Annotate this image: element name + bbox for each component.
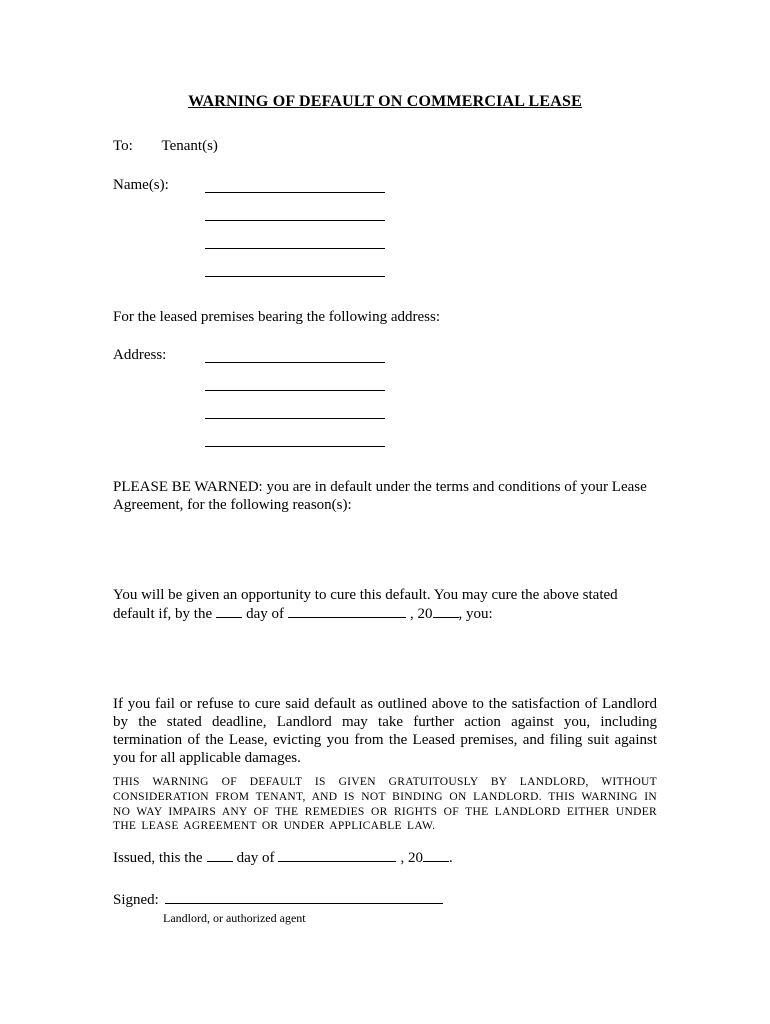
issued-text-pre: Issued, this the (113, 850, 203, 867)
cure-year-prefix: , 20 (410, 606, 433, 623)
cure-day-blank[interactable] (216, 604, 242, 618)
disclaimer-paragraph: THIS WARNING OF DEFAULT IS GIVEN GRATUITOUSLY BY LANDLORD, WITHOUT CONSIDERATION FROM TENANT, AND IS NOT BINDING ON LANDLORD. THIS WARNING IN NO WAY IMPAIRS ANY OF THE REMEDIES OR RIGHTS OF THE LANDLORD EITHER UNDER THE LEASE AGREEMENT OR UNDER APPLICABLE LAW. (113, 776, 657, 833)
to-label: To: (113, 138, 133, 155)
address-line-2[interactable] (205, 374, 385, 391)
signed-caption: Landlord, or authorized agent (163, 911, 306, 926)
cure-year-blank[interactable] (433, 604, 459, 618)
issued-text-mid: day of (236, 850, 275, 867)
warning-paragraph: PLEASE BE WARNED: you are in default under the terms and conditions of your Lease Agreement, for the following reason(s): (113, 479, 647, 514)
address-line-3[interactable] (205, 402, 385, 419)
cure-line-2 (113, 604, 657, 623)
names-block (113, 176, 657, 288)
name-lines (205, 176, 385, 288)
cure-month-blank[interactable] (288, 604, 406, 618)
to-value: Tenant(s) (161, 138, 218, 155)
address-line-4[interactable] (205, 430, 385, 447)
name-line-4[interactable] (205, 260, 385, 277)
cure-paragraph (113, 586, 657, 623)
address-label: Address: (113, 347, 167, 364)
cure-line-1: You will be given an opportunity to cure this default. You may cure the above stated (113, 587, 618, 604)
document-title: WARNING OF DEFAULT ON COMMERCIAL LEASE (188, 93, 582, 110)
signed-label: Signed: (113, 892, 159, 909)
issued-day-blank[interactable] (207, 848, 233, 862)
cure-text-suffix: , you: (458, 606, 493, 623)
name-line-2[interactable] (205, 204, 385, 221)
issued-year-blank[interactable] (423, 848, 449, 862)
signature-line[interactable] (165, 889, 443, 904)
address-block (113, 346, 657, 458)
issued-text-suffix: . (448, 850, 453, 867)
issued-month-blank[interactable] (278, 848, 396, 862)
to-row (113, 137, 657, 155)
premises-text: For the leased premises bearing the following address: (113, 309, 440, 326)
names-label: Name(s): (113, 177, 169, 194)
signed-row (113, 889, 657, 909)
cure-text-mid: day of (246, 606, 285, 623)
name-line-1[interactable] (205, 176, 385, 193)
name-line-3[interactable] (205, 232, 385, 249)
address-lines (205, 346, 385, 458)
fail-paragraph: If you fail or refuse to cure said default as outlined above to the satisfaction of Landlord by the stated deadline, Landlord may take further action against you, including termination of the Lease, evicting you from the Leased premises, and filing suit against you for all applicable damages. (113, 696, 657, 767)
cure-text-pre: default if, by the (113, 606, 213, 623)
issued-line (113, 848, 657, 867)
issued-year-prefix: , 20 (400, 850, 423, 867)
address-line-1[interactable] (205, 346, 385, 363)
